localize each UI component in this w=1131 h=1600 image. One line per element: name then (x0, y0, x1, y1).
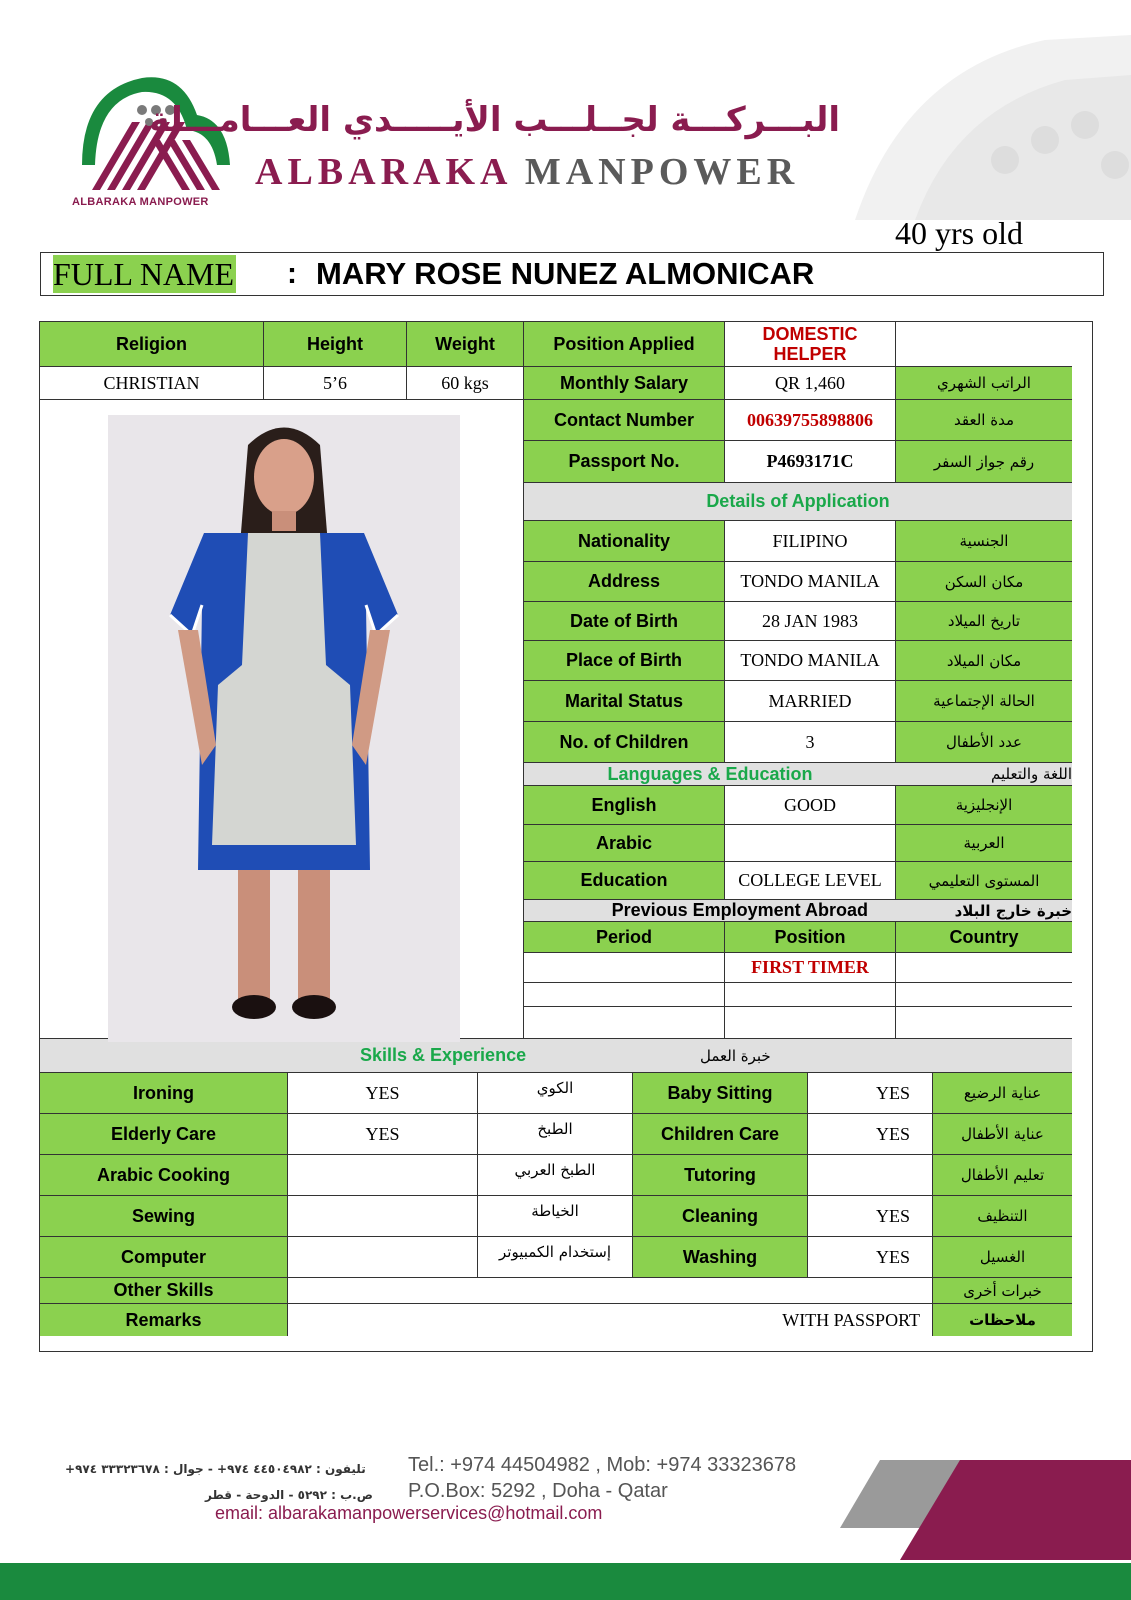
nationality-label: Nationality (524, 521, 725, 562)
skill-left-label: Elderly Care (40, 1114, 288, 1155)
footer-phone: Tel.: +974 44504982 , Mob: +974 33323678 (408, 1454, 797, 1476)
other-skills-value (288, 1278, 933, 1304)
children-label: No. of Children (524, 722, 725, 763)
marital-status-arabic: الحالة الإجتماعية (896, 681, 1072, 722)
first-timer-text: FIRST TIMER (725, 953, 896, 983)
employment-row-3-country (896, 1007, 1072, 1039)
nationality-arabic: الجنسية (896, 521, 1072, 562)
skill-left-value (288, 1196, 478, 1237)
employment-row-3-period (524, 1007, 725, 1039)
place-of-birth-label: Place of Birth (524, 641, 725, 681)
languages-section-arabic: اللغة والتعليم (896, 763, 1072, 786)
applicant-photo (108, 415, 460, 1042)
skill-left-arabic: الطبخ العربي (478, 1155, 633, 1196)
position-applied-value (725, 322, 896, 367)
company-name-latin (255, 150, 799, 194)
monthly-salary-arabic: الراتب الشهري (896, 367, 1072, 400)
skill-right-value (808, 1155, 933, 1196)
period-label: Period (524, 922, 725, 953)
skill-right-label: Children Care (633, 1114, 808, 1155)
skill-left-label: Computer (40, 1237, 288, 1278)
education-label: Education (524, 862, 725, 900)
date-of-birth-value: 28 JAN 1983 (725, 602, 896, 641)
skills-section-bar (40, 1039, 1072, 1073)
employment-row-2-position (725, 983, 896, 1007)
employment-row-2-country (896, 983, 1072, 1007)
skill-right-label: Tutoring (633, 1155, 808, 1196)
education-value: COLLEGE LEVEL (725, 862, 896, 900)
full-name-value: MARY ROSE NUNEZ ALMONICAR (316, 256, 815, 291)
skill-right-label: Washing (633, 1237, 808, 1278)
skill-left-arabic: الكوي (478, 1073, 633, 1114)
full-name-box (40, 252, 1104, 296)
skill-right-arabic: عناية الرضيع (933, 1073, 1072, 1114)
skill-left-label: Ironing (40, 1073, 288, 1114)
address-value: TONDO MANILA (725, 562, 896, 602)
english-label: English (524, 786, 725, 825)
remarks-label: Remarks (40, 1304, 288, 1336)
albaraka-logo (62, 70, 237, 210)
date-of-birth-arabic: تاريخ الميلاد (896, 602, 1072, 641)
company-name-arabic: البـــركـــة لجــلـــب الأيـــــدي العـــامـــلة (149, 100, 840, 140)
arabic-arabic: العربية (896, 825, 1072, 862)
remarks-arabic: ملاحظات (933, 1304, 1072, 1336)
other-skills-arabic: خبرات أخرى (933, 1278, 1072, 1304)
passport-arabic: رقم جواز السفر (896, 441, 1072, 483)
footer-arabic-po: ص.ب : ٥٢٩٢ - الدوحة - قطر (205, 1488, 373, 1502)
skill-left-value (288, 1237, 478, 1278)
contact-number-value: 00639755898806 (725, 400, 896, 441)
height-label: Height (264, 322, 407, 367)
full-name-label: FULL NAME (53, 256, 235, 292)
position-value-line1: DOMESTIC (762, 324, 858, 344)
english-arabic: الإنجليزية (896, 786, 1072, 825)
country-label: Country (896, 922, 1072, 953)
education-arabic: المستوى التعليمي (896, 862, 1072, 900)
watermark-graphic (845, 30, 1131, 220)
arabic-value (725, 825, 896, 862)
religion-label: Religion (40, 322, 264, 367)
footer-arabic-phone: تليفون : ٤٤٥٠٤٩٨٢ ٩٧٤+ - جوال : ٣٣٣٢٣٦٧٨ ٩٧٤+ (65, 1462, 366, 1476)
other-skills-label: Other Skills (40, 1278, 288, 1304)
place-of-birth-arabic: مكان الميلاد (896, 641, 1072, 681)
skill-left-label: Arabic Cooking (40, 1155, 288, 1196)
monthly-salary-value: QR 1,460 (725, 367, 896, 400)
skill-left-value: YES (288, 1073, 478, 1114)
children-value: 3 (725, 722, 896, 763)
skill-right-arabic: عناية الأطفال (933, 1114, 1072, 1155)
company-name-part1: ALBARAKA (255, 151, 511, 193)
arabic-label: Arabic (524, 825, 725, 862)
skill-right-arabic: الغسيل (933, 1237, 1072, 1278)
languages-section-title: Languages & Education (524, 763, 896, 786)
skill-left-value: YES (288, 1114, 478, 1155)
logo-caption: ALBARAKA MANPOWER (72, 196, 209, 208)
passport-value: P4693171C (725, 441, 896, 483)
position-applied-label: Position Applied (524, 322, 725, 367)
skills-section-title: Skills & Experience (360, 1045, 527, 1065)
skill-right-value: YES (808, 1114, 933, 1155)
monthly-salary-label: Monthly Salary (524, 367, 725, 400)
skill-left-value (288, 1155, 478, 1196)
letterhead (0, 0, 1131, 215)
weight-label: Weight (407, 322, 524, 367)
height-value: 5’6 (264, 367, 407, 400)
skill-right-label: Baby Sitting (633, 1073, 808, 1114)
employment-section-arabic: خبرة خارج البلاد (896, 900, 1072, 922)
marital-status-value: MARRIED (725, 681, 896, 722)
application-section-title: Details of Application (524, 483, 1072, 521)
employment-row-3-position (725, 1007, 896, 1039)
skill-right-label: Cleaning (633, 1196, 808, 1237)
footer-email: email: albarakamanpowerservices@hotmail.com (215, 1503, 603, 1523)
nationality-value: FILIPINO (725, 521, 896, 562)
contact-number-arabic: مدة العقد (896, 400, 1072, 441)
skill-right-arabic: تعليم الأطفال (933, 1155, 1072, 1196)
employment-section-title: Previous Employment Abroad (524, 900, 896, 922)
employment-position-label: Position (725, 922, 896, 953)
address-label: Address (524, 562, 725, 602)
company-name-part2: MANPOWER (524, 151, 800, 193)
skill-left-arabic: الطبخ (478, 1114, 633, 1155)
passport-label: Passport No. (524, 441, 725, 483)
date-of-birth-label: Date of Birth (524, 602, 725, 641)
employment-row-1-country (896, 953, 1072, 983)
position-value-line2: HELPER (773, 344, 847, 364)
skills-section-arabic: خبرة العمل (700, 1046, 771, 1065)
skill-left-arabic: الخياطة (478, 1196, 633, 1237)
blank-cell (896, 322, 1072, 367)
skill-right-value: YES (808, 1237, 933, 1278)
employment-row-1-period (524, 953, 725, 983)
age-text: 40 yrs old (895, 215, 1023, 251)
place-of-birth-value: TONDO MANILA (725, 641, 896, 681)
footer (0, 1454, 1131, 1600)
children-arabic: عدد الأطفال (896, 722, 1072, 763)
address-arabic: مكان السكن (896, 562, 1072, 602)
skill-left-label: Sewing (40, 1196, 288, 1237)
skill-left-arabic: إستخدام الكمبيوتر (478, 1237, 633, 1278)
english-value: GOOD (725, 786, 896, 825)
skill-right-value: YES (808, 1073, 933, 1114)
marital-status-label: Marital Status (524, 681, 725, 722)
skill-right-arabic: التنظيف (933, 1196, 1072, 1237)
weight-value: 60 kgs (407, 367, 524, 400)
remarks-value: WITH PASSPORT (288, 1304, 933, 1336)
footer-po-box: P.O.Box: 5292 , Doha - Qatar (408, 1480, 668, 1502)
skill-right-value: YES (808, 1196, 933, 1237)
contact-number-label: Contact Number (524, 400, 725, 441)
religion-value: CHRISTIAN (40, 367, 264, 400)
full-name-colon: : (287, 257, 297, 290)
employment-row-2-period (524, 983, 725, 1007)
